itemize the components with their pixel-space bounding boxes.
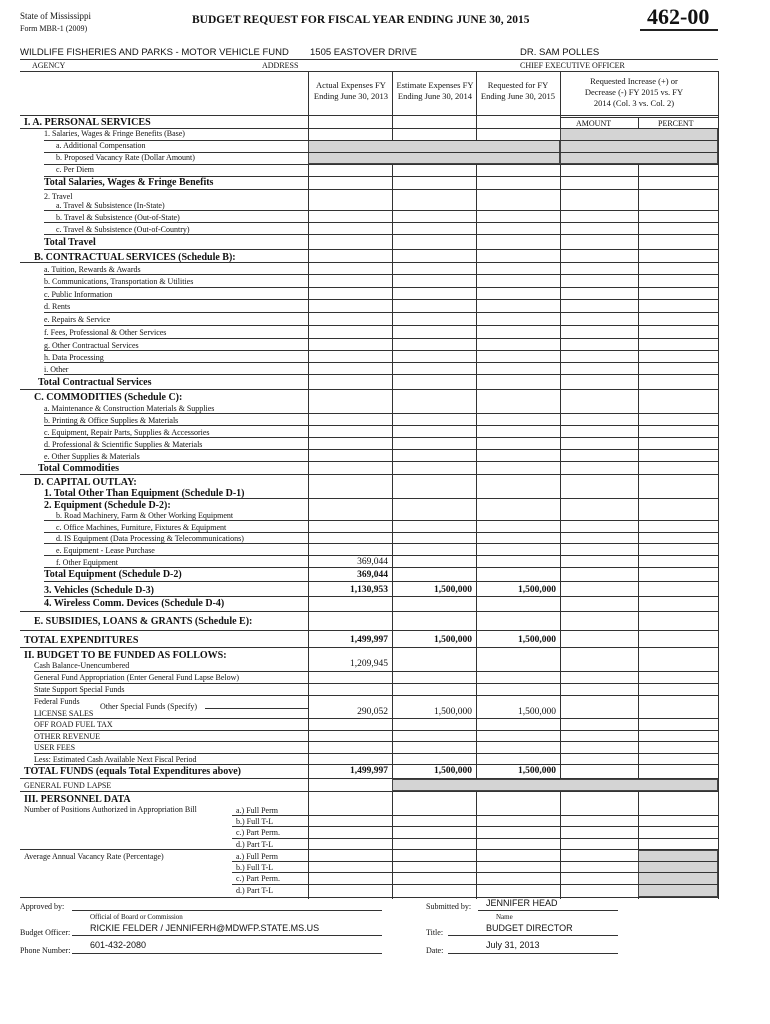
budget-officer-line: [72, 935, 382, 936]
row-per-diem: c. Per Diem: [56, 165, 94, 174]
row-total-commodities: Total Commodities: [38, 463, 120, 474]
row-state-support: State Support Special Funds: [34, 685, 125, 694]
rule-p4: [20, 849, 718, 850]
code-underline: [640, 29, 718, 31]
rule-header-bottom: [20, 115, 718, 116]
row-total-other-than-equipment: 1. Total Other Than Equipment (Schedule D-1): [44, 488, 245, 499]
rule-r13: [44, 287, 718, 288]
rule-p7: [232, 884, 718, 885]
rule-after-total-funds: [20, 778, 718, 779]
rule-r5: [44, 176, 718, 177]
row-equipment-lease: e. Equipment - Lease Purchase: [56, 546, 155, 555]
row-license-sales: LICENSE SALES: [34, 709, 94, 718]
val-vehicles-requested: 1,500,000: [518, 585, 556, 595]
rule-after-total: [20, 647, 718, 648]
row-total-travel: Total Travel: [44, 237, 96, 248]
rule-r26: [44, 461, 718, 462]
personnel-full-perm-1: a.) Full Perm: [236, 806, 278, 815]
phone-label: Phone Number:: [20, 946, 71, 955]
rule-r10: [44, 249, 718, 250]
rule-r23: [44, 425, 718, 426]
row-vacancy-rate: b. Proposed Vacancy Rate (Dollar Amount): [56, 153, 195, 162]
val-license-actual: 290,052: [357, 707, 388, 717]
rule-r17: [44, 338, 718, 339]
row-salaries: 1. Salaries, Wages & Fringe Benefits (Base): [44, 129, 185, 138]
row-office-machines: c. Office Machines, Furniture, Fixtures & Equipment: [56, 523, 227, 532]
row-road-machinery: b. Road Machinery, Farm & Other Working Equipment: [56, 511, 234, 520]
row-other-i: i. Other: [44, 365, 69, 374]
row-additional-comp: a. Additional Compensation: [56, 141, 146, 150]
budget-officer-value[interactable]: RICKIE FELDER / JENNIFERH@MDWFP.STATE.MS.US: [90, 923, 320, 933]
rule-after-lapse: [20, 791, 718, 792]
title-line: [448, 935, 618, 936]
official-board-label: Official of Board or Commission: [90, 913, 183, 921]
personnel-part-perm-2: c.) Part Perm.: [236, 874, 280, 883]
personnel-part-tl-2: d.) Part T-L: [236, 886, 274, 895]
col-amount: AMOUNT: [576, 119, 612, 128]
rule-f1: [34, 671, 718, 672]
rule-f4: [34, 718, 718, 719]
personnel-full-tl-1: b.) Full T-L: [236, 817, 274, 826]
val-vehicles-actual: 1,130,953: [350, 585, 388, 595]
rule-p1: [232, 815, 718, 816]
row-total-equipment: Total Equipment (Schedule D-2): [44, 569, 182, 580]
row-positions-authorized: Number of Positions Authorized in Appropriation Bill: [24, 805, 197, 814]
row-total-expenditures: TOTAL EXPENDITURES: [24, 635, 139, 646]
row-vehicles: 3. Vehicles (Schedule D-3): [44, 585, 154, 596]
row-federal-funds: Federal Funds: [34, 697, 80, 706]
rule-r32: [44, 555, 718, 556]
form-label: Form MBR-1 (2009): [20, 24, 88, 33]
col-actual: Actual Expenses FY Ending June 30, 2013: [313, 80, 389, 101]
row-communications: b. Communications, Transportation & Utilities: [44, 277, 194, 286]
row-total-contractual: Total Contractual Services: [38, 377, 152, 388]
section-subsidies: E. SUBSIDIES, LOANS & GRANTS (Schedule E):: [34, 616, 253, 627]
rule-r25: [44, 449, 718, 450]
row-data-processing: h. Data Processing: [44, 353, 104, 362]
rule-r35: [44, 596, 718, 597]
rule-r16: [44, 325, 718, 326]
ceo-value: DR. SAM POLLES: [520, 47, 600, 58]
increase-subheader-line: [561, 117, 718, 118]
row-travel-out-state: b. Travel & Subsistence (Out-of-State): [56, 213, 180, 222]
val-total-exp-requested: 1,500,000: [518, 635, 556, 645]
date-label: Date:: [426, 946, 444, 955]
row-printing: b. Printing & Office Supplies & Materials: [44, 416, 179, 425]
rule-r21: [20, 389, 718, 390]
row-wireless: 4. Wireless Comm. Devices (Schedule D-4): [44, 598, 225, 609]
rule-r31: [44, 543, 718, 544]
row-is-equipment: d. IS Equipment (Data Processing & Telecommunications): [56, 534, 244, 543]
shaded-increase-cells: [560, 128, 718, 164]
val-total-funds-requested: 1,500,000: [518, 766, 556, 776]
rule-r3: [44, 152, 718, 153]
phone-line: [72, 953, 382, 954]
col-percent: PERCENT: [658, 119, 694, 128]
date-value[interactable]: July 31, 2013: [486, 940, 540, 950]
agency-underline: [20, 59, 718, 60]
other-special-line: [205, 708, 308, 709]
section-commodities: C. COMMODITIES (Schedule C):: [34, 392, 183, 403]
personnel-full-tl-2: b.) Full T-L: [236, 863, 274, 872]
rule-r14: [44, 299, 718, 300]
rule-f6: [34, 741, 718, 742]
val-cash-balance-actual: 1,209,945: [350, 659, 388, 669]
section-budget-funded: II. BUDGET TO BE FUNDED AS FOLLOWS:: [24, 650, 227, 661]
rule-r36: [20, 611, 718, 612]
row-travel: 2. Travel: [44, 192, 73, 201]
row-less-estimated: Less: Estimated Cash Available Next Fiscal Period: [34, 755, 197, 764]
rule-f8: [34, 764, 718, 765]
row-off-road: OFF ROAD FUEL TAX: [34, 720, 113, 729]
rule-r15: [44, 312, 718, 313]
rule-r33: [44, 567, 718, 568]
rule-f2: [34, 683, 718, 684]
rule-r18: [44, 350, 718, 351]
section-capital-outlay: D. CAPITAL OUTLAY:: [34, 477, 137, 488]
col-estimate: Estimate Expenses FY Ending June 30, 2014: [396, 80, 474, 101]
rule-r6: [44, 189, 718, 190]
val-total-equipment-actual: 369,044: [357, 570, 388, 580]
personnel-part-tl-1: d.) Part T-L: [236, 840, 274, 849]
row-user-fees: USER FEES: [34, 743, 76, 752]
rule-r27: [20, 474, 718, 475]
row-other-revenue: OTHER REVENUE: [34, 732, 100, 741]
val-vehicles-estimate: 1,500,000: [434, 585, 472, 595]
phone-value[interactable]: 601-432-2080: [90, 940, 147, 950]
rule-r20: [44, 374, 718, 375]
rule-r19: [44, 362, 718, 363]
col-increase: Requested Increase (+) or Decrease (-) FY 2015 vs. FY 2014 (Col. 3 vs. Col. 2): [584, 76, 684, 108]
address-label: ADDRESS: [262, 61, 299, 70]
name-label: Name: [496, 913, 513, 921]
rule-r1: [20, 128, 718, 129]
approved-by-line[interactable]: [72, 910, 382, 911]
rule-r11: [20, 262, 718, 263]
rule-r29: [44, 520, 718, 521]
row-public-info: c. Public Information: [44, 290, 113, 299]
rule-r9: [44, 234, 718, 235]
rule-r2: [44, 140, 718, 141]
row-total-salaries: Total Salaries, Wages & Fringe Benefits: [44, 177, 214, 188]
col-rule-right: [718, 71, 719, 899]
row-equipment: 2. Equipment (Schedule D-2):: [44, 500, 171, 511]
submitted-by-value[interactable]: JENNIFER HEAD: [486, 898, 558, 908]
rule-r4: [44, 164, 718, 165]
section-personal: I. A. PERSONAL SERVICES: [24, 117, 151, 128]
rule-f3: [34, 695, 718, 696]
date-line: [448, 953, 618, 954]
col-rule-4: [560, 71, 561, 899]
row-travel-out-country: c. Travel & Subsistence (Out-of-Country): [56, 225, 190, 234]
rule-r8: [44, 222, 718, 223]
section-contractual: B. CONTRACTUAL SERVICES (Schedule B):: [34, 252, 236, 263]
rule-f5: [34, 730, 718, 731]
row-equipment-repair: c. Equipment, Repair Parts, Supplies & Accessories: [44, 428, 210, 437]
rule-p5: [232, 861, 718, 862]
personnel-full-perm-2: a.) Full Perm: [236, 852, 278, 861]
title-value[interactable]: BUDGET DIRECTOR: [486, 923, 573, 933]
rule-p6: [232, 872, 718, 873]
submitted-by-line: [478, 910, 618, 911]
val-total-funds-actual: 1,499,997: [350, 766, 388, 776]
row-other-supplies: e. Other Supplies & Materials: [44, 452, 140, 461]
rule-r22: [44, 413, 718, 414]
rule-r7: [44, 210, 718, 211]
rule-p3: [232, 838, 718, 839]
rule-r34: [44, 581, 718, 582]
row-repairs: e. Repairs & Service: [44, 315, 111, 324]
agency-value: WILDLIFE FISHERIES AND PARKS - MOTOR VEHICLE FUND: [20, 47, 289, 58]
row-maintenance: a. Maintenance & Construction Materials & Supplies: [44, 404, 215, 413]
rule-before-total: [20, 630, 718, 631]
val-license-requested: 1,500,000: [518, 707, 556, 717]
row-other-equipment: f. Other Equipment: [56, 558, 118, 567]
personnel-part-perm-1: c.) Part Perm.: [236, 828, 280, 837]
val-license-estimate: 1,500,000: [434, 707, 472, 717]
ceo-label: CHIEF EXECUTIVE OFFICER: [520, 61, 625, 70]
row-travel-in-state: a. Travel & Subsistence (In-State): [56, 201, 165, 210]
section-personnel: III. PERSONNEL DATA: [24, 794, 131, 805]
row-avg-vacancy: Average Annual Vacancy Rate (Percentage): [24, 852, 164, 861]
form-code: 462-00: [647, 4, 710, 29]
approved-by-label: Approved by:: [20, 902, 65, 911]
submitted-by-label: Submitted by:: [426, 902, 472, 911]
row-general-fund-lapse: GENERAL FUND LAPSE: [24, 781, 112, 790]
rule-f7: [34, 753, 718, 754]
budget-officer-label: Budget Officer:: [20, 928, 71, 937]
row-rents: d. Rents: [44, 302, 71, 311]
agency-label: AGENCY: [32, 61, 66, 70]
table-top-border: [20, 71, 718, 72]
rule-p2: [232, 826, 718, 827]
col-requested: Requested for FY Ending June 30, 2015: [480, 80, 556, 101]
row-total-funds: TOTAL FUNDS (equals Total Expenditures above): [24, 766, 241, 777]
val-total-exp-estimate: 1,500,000: [434, 635, 472, 645]
title-label: Title:: [426, 928, 444, 937]
row-professional-supplies: d. Professional & Scientific Supplies & Materials: [44, 440, 203, 449]
val-total-funds-estimate: 1,500,000: [434, 766, 472, 776]
shaded-vacancy-percent: [638, 850, 718, 897]
form-title: BUDGET REQUEST FOR FISCAL YEAR ENDING JUNE 30, 2015: [192, 14, 530, 26]
address-value: 1505 EASTOVER DRIVE: [310, 47, 418, 58]
row-other-contractual: g. Other Contractual Services: [44, 341, 139, 350]
rule-r12: [44, 274, 718, 275]
row-fees: f. Fees, Professional & Other Services: [44, 328, 167, 337]
val-total-exp-actual: 1,499,997: [350, 635, 388, 645]
state-label: State of Mississippi: [20, 11, 92, 21]
rule-r30: [44, 532, 718, 533]
val-other-equipment-actual: 369,044: [357, 557, 388, 567]
table-bottom-border: [20, 897, 718, 898]
row-tuition: a. Tuition, Rewards & Awards: [44, 265, 141, 274]
row-other-special: Other Special Funds (Specify): [100, 702, 198, 711]
rule-r28: [44, 498, 718, 499]
row-cash-balance: Cash Balance-Unencumbered: [34, 661, 130, 670]
rule-r24: [44, 437, 718, 438]
row-general-fund: General Fund Appropriation (Enter General Fund Lapse Below): [34, 673, 240, 682]
shaded-lapse-cells: [392, 779, 718, 791]
